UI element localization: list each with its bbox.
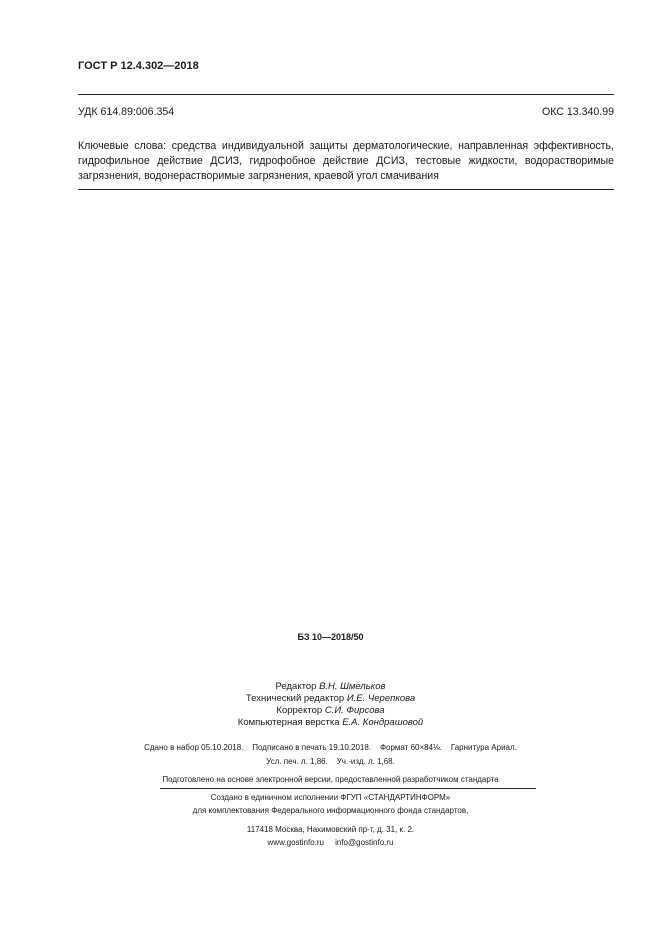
credit-line [0, 705, 661, 716]
divider [78, 94, 614, 95]
oks-code: ОКС 13.340.99 [541, 106, 614, 118]
print-info-line1: Сдано в набор 05.10.2018. Подписано в печать 19.10.2018. Формат 60×84⅛. Гарнитура Ариал. [144, 743, 517, 752]
website-link[interactable]: www.gostinfo.ru [267, 838, 324, 847]
standard-number: ГОСТ Р 12.4.302—2018 [78, 60, 199, 72]
credit-role: Редактор [275, 681, 317, 692]
prepared-note: Подготовлено на основе электронной версии, предоставленной разработчиком стандарта [162, 775, 499, 784]
print-info-line2: Усл. печ. л. 1,86. Уч.-изд. л. 1,68. [266, 757, 395, 766]
credit-role: Корректор [276, 705, 323, 716]
publisher-line1: Создано в единичном исполнении ФГУП «СТАНДАРТИНФОРМ» [210, 793, 451, 802]
credit-name: В.Н. Шмельков [319, 681, 386, 692]
credit-line [0, 693, 661, 704]
publisher-address: 117418 Москва, Нахимовский пр-т, д. 31, к. 2. [246, 825, 415, 834]
credit-role: Компьютерная верстка [237, 717, 340, 728]
publisher-contacts [0, 838, 661, 847]
publisher-line2: для комплектования Федерального информационного фонда стандартов, [192, 806, 469, 815]
credit-name: Е.А. Кондрашовой [342, 717, 424, 728]
keywords: Ключевые слова: средства индивидуальной защиты дерматологические, направленная эффективность, гидрофильное действие ДСИЗ, гидрофобное действие ДСИЗ, тестовые жидкости, водорастворимые загрязнения, водонерастворимые загрязнения, краевой угол смачивания [78, 140, 614, 182]
credit-line [0, 681, 661, 692]
credit-name: С.И. Фирсова [324, 705, 385, 716]
credit-line [0, 717, 661, 728]
divider [78, 189, 614, 190]
credit-name: И.Е. Черепкова [346, 693, 416, 704]
credit-role: Технический редактор [245, 693, 345, 704]
bz-number: БЗ 10—2018/50 [297, 632, 364, 642]
divider [160, 788, 536, 789]
email-link[interactable]: info@gostinfo.ru [335, 838, 394, 847]
udk-code: УДК 614.89:006.354 [78, 106, 175, 118]
